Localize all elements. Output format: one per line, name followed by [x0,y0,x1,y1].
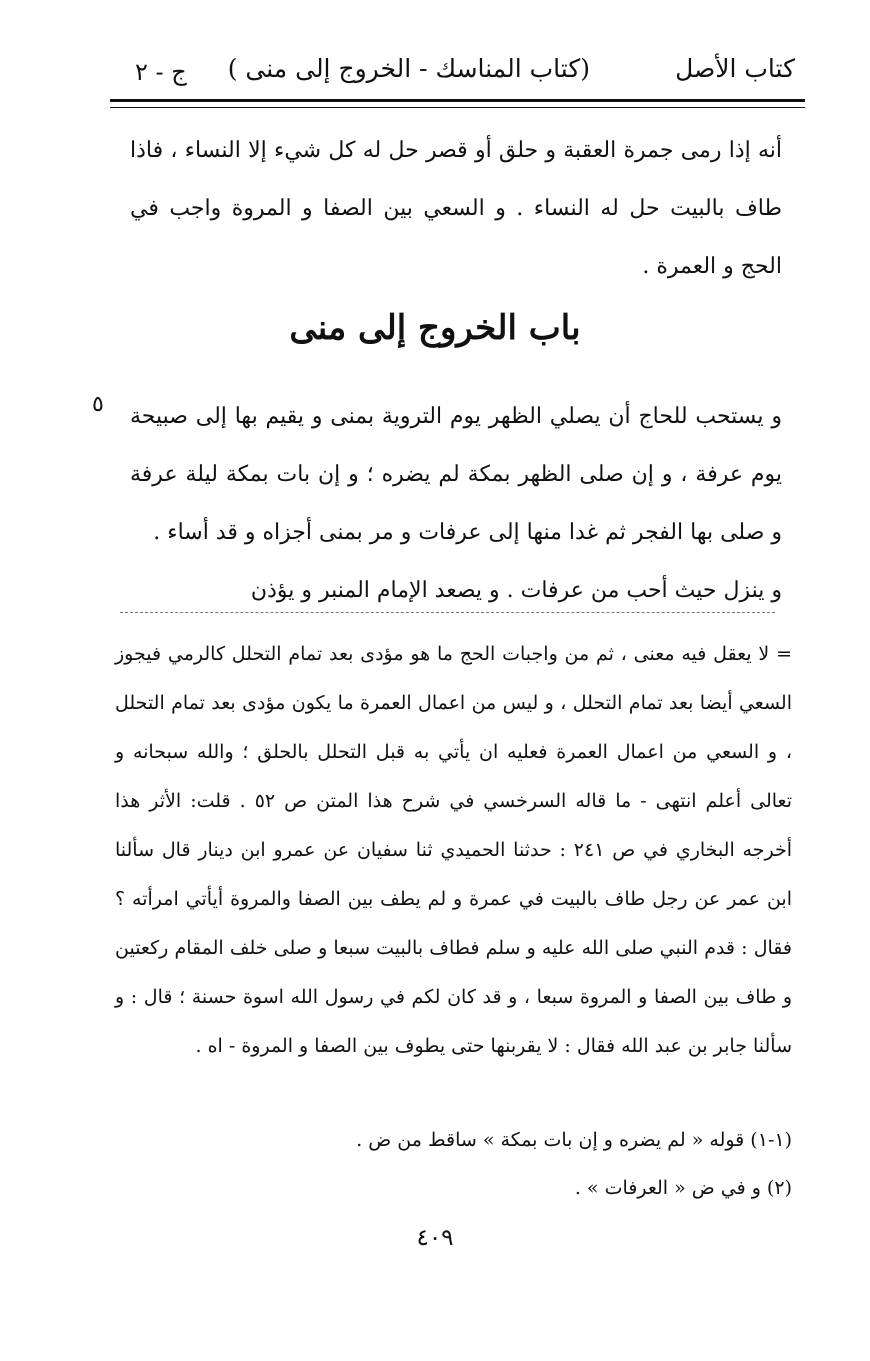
commentary-paragraph: = لا يعقل فيه معنى ، ثم من واجبات الحج ما هو مؤدى بعد تمام التحلل كالرمي فيجوز السعي أيضا بعد تمام التحلل ، و ليس من اعمال العمرة ما يكون مؤدى بعد تمام التحلل ، و السعي من اعمال العمرة فعليه ان يأتي به قبل التحلل بالحلق ؛ والله سبحانه و تعالى أعلم انتهى - ما قاله السرخسي في شرح هذا المتن ص ٥٢ . قلت: الأثر هذا أخرجه البخاري في ص ٢٤١ : حدثنا الحميدي ثنا سفيان عن عمرو ابن دينار قال سألنا ابن عمر عن رجل طاف بالبيت في عمرة و لم يطف بين الصفا والمروة أيأتي امرأته ؟ فقال : قدم النبي صلى الله عليه و سلم فطاف بالبيت سبعا و صلى خلف المقام ركعتين و طاف بين الصفا و المروة سبعا ، و قد كان لكم في رسول الله اسوة حسنة ؛ قال : و سألنا جابر بن عبد الله فقال : لا يقربنها حتى يطوف بين الصفا و المروة - اه . [115,643,792,1057]
variant-note: (٢) و في ض « العرفات » . [574,1177,792,1199]
header-rule-thick [110,99,805,102]
chapter-title: (كتاب المناسك - الخروج إلى منى ) [227,54,590,83]
variant-notes [200,1116,792,1212]
header-rule-thin [110,107,805,108]
volume-number: ج - ٢ [135,58,187,86]
chapter-heading: باب الخروج إلى منى [289,308,581,348]
page-number: ٤٠٩ [416,1225,454,1251]
book-title: كتاب الأصل [675,54,795,83]
section-text-block [130,388,782,620]
running-header [120,50,795,96]
variant-note: (١-١) قوله « لم يضره و إن بات بمكة » ساقط من ض . [356,1129,792,1151]
section-paragraph: و يستحب للحاج أن يصلي الظهر يوم التروية بمنى و يقيم بها إلى صبيحة يوم عرفة ، و إن صلى الظهر بمكة لم يضره ؛ و إن بات بمكة ليلة عرفة و صلى بها الفجر ثم غدا منها إلى عرفات و مر بمنى أجزاه و قد أساء . [130,404,782,545]
main-text-block [130,122,782,296]
footnote-separator [120,612,775,613]
commentary-block [115,630,792,1071]
main-paragraph: أنه إذا رمى جمرة العقبة و حلق أو قصر حل له كل شيء إلا النساء ، فاذا طاف بالبيت حل له النساء . و السعي بين الصفا و المروة واجب في الحج و العمرة . [130,138,782,279]
section-paragraph: و ينزل حيث أحب من عرفات . و يصعد الإمام المنبر و يؤذن [250,578,782,603]
line-number: ٥ [92,392,104,417]
